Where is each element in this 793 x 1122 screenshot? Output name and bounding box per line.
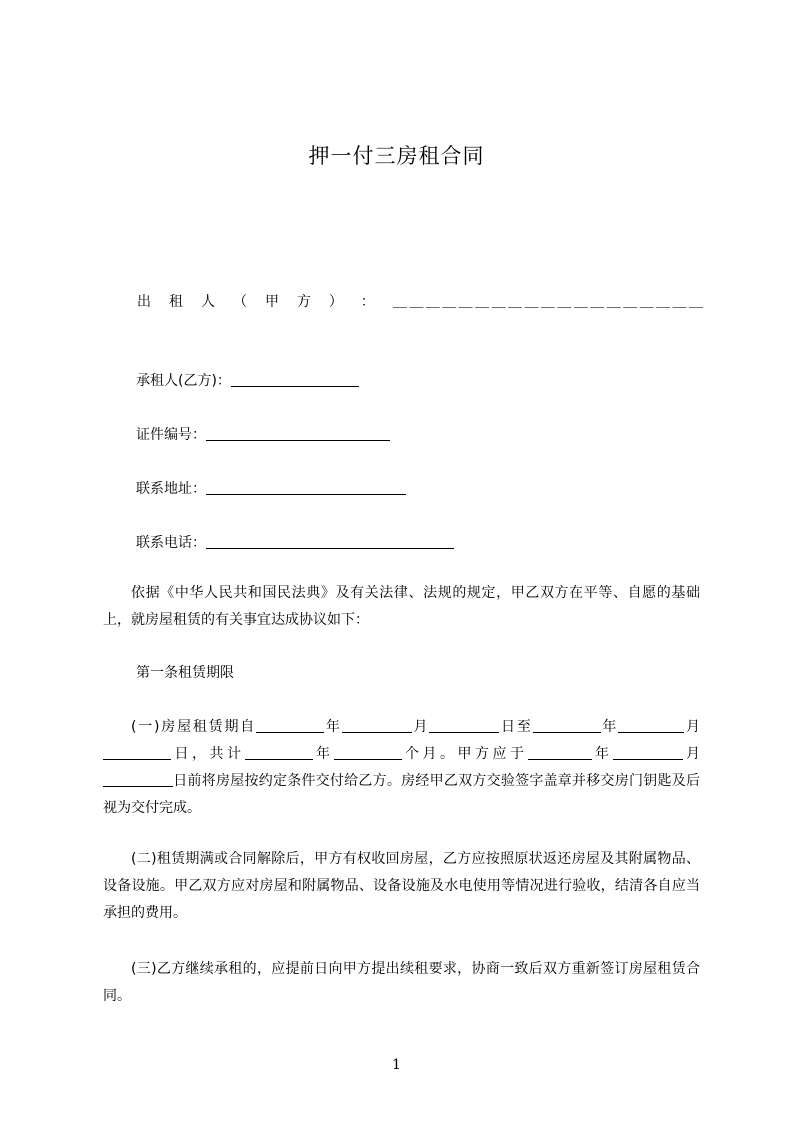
lessor-label-char: （ (232, 294, 247, 310)
blank (245, 745, 313, 760)
clause-1-text: 日，共计 (171, 746, 245, 762)
address-field (136, 478, 406, 500)
phone-label: 联系电话： (136, 535, 206, 551)
blank (613, 745, 683, 760)
clause-1-text: 年 (600, 719, 619, 735)
clause-1-text: 年 (591, 746, 613, 762)
lessee-blank (231, 371, 359, 387)
blank (429, 718, 499, 733)
lessor-label-char: ： (360, 294, 375, 310)
clause-1-text: 月 (682, 746, 700, 762)
blank (528, 745, 592, 760)
blank (103, 745, 171, 760)
document-title: 押一付三房租合同 (308, 144, 485, 168)
clause-2-paragraph: (二)租赁期满或合同解除后，甲方有权收回房屋，乙方应按照原状返还房屋及其附属物品、设备设施。甲乙双方应对房屋和附属物品、设备设施及水电使用等情况进行验收，结清各自应当承担的费用。 (103, 851, 700, 921)
id-number-blank (206, 425, 390, 441)
lessee-label: 承租人(乙方)： (136, 373, 231, 389)
clause-1-text: 月 (411, 719, 430, 735)
blank (618, 718, 684, 733)
lessor-label-char: 租 (168, 294, 183, 310)
id-number-label: 证件编号： (136, 427, 206, 443)
clause-1-paragraph (103, 714, 700, 822)
blank (533, 718, 601, 733)
clause-1-text: 日至 (499, 719, 533, 735)
phone-blank (206, 533, 454, 549)
blank (256, 718, 324, 733)
page-number: 1 (392, 1057, 401, 1073)
clause-1-text: 年 (312, 746, 334, 762)
address-label: 联系地址： (136, 481, 206, 497)
clause-1-text: 个月。甲方应于 (401, 746, 528, 762)
clause-1-text: 月 (684, 719, 701, 735)
blank (342, 718, 412, 733)
lessor-label-char: 甲 (264, 294, 279, 310)
lessor-line (137, 291, 702, 313)
lessor-label-char: 出 (137, 294, 151, 310)
clause-3-paragraph: (三)乙方继续承租的，应提前日向甲方提出续租要求，协商一致后双方重新签订房屋租赁合同。 (103, 961, 700, 1004)
blank (103, 772, 173, 787)
lessor-label-char: 人 (200, 294, 215, 310)
clause-1-text: (一)房屋租赁期自 (131, 719, 257, 735)
lessor-label-char: ） (328, 294, 343, 310)
clause-1-text: 年 (324, 719, 342, 735)
preamble-paragraph: 依据《中华人民共和国民法典》及有关法律、法规的规定，甲乙双方在平等、自愿的基础上，就房屋租赁的有关事宜达成协议如下： (103, 585, 700, 628)
address-blank (206, 479, 406, 495)
phone-field (136, 532, 454, 554)
lessor-blank-dashes: ＿ ＿ ＿ ＿ ＿ ＿ ＿ ＿ ＿ ＿ ＿ ＿ ＿ ＿ ＿ ＿ ＿ ＿ ＿ (392, 294, 702, 310)
article1-heading: 第一条租赁期限 (136, 665, 234, 681)
blank (334, 745, 402, 760)
lessee-field (136, 370, 359, 392)
id-number-field (136, 424, 390, 446)
clause-1-text: 日前将房屋按约定条件交付给乙方。房经甲乙双方交验签字盖章并移交房门钥匙及后视为交付完成。 (103, 773, 700, 816)
lessor-label-char: 方 (296, 294, 311, 310)
